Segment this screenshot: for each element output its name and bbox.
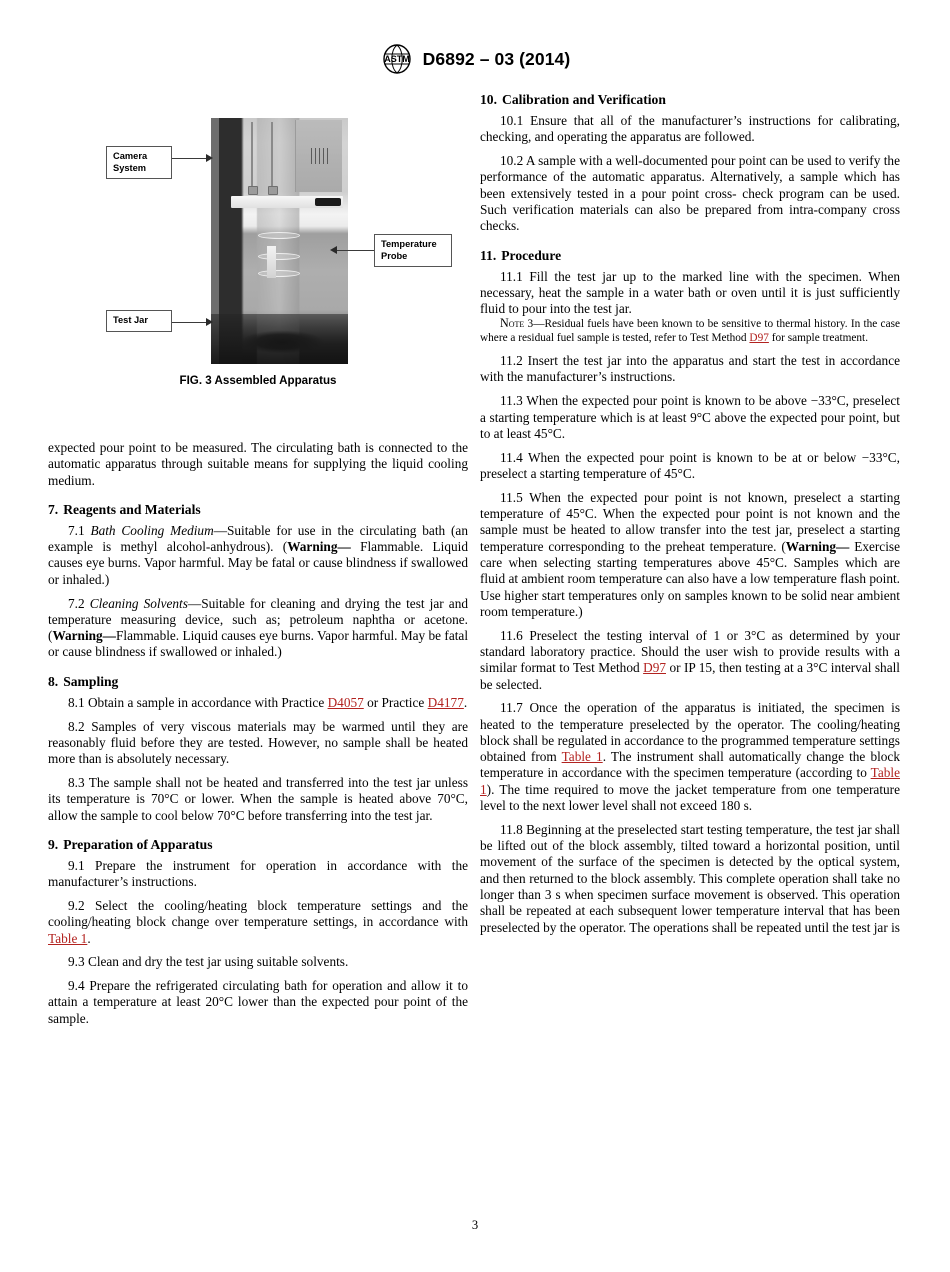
- photo-jar-ring-mid: [258, 253, 300, 260]
- section-10-title: Calibration and Verification: [502, 92, 666, 107]
- paragraph-11-6: [480, 628, 900, 693]
- callout-test-jar: Test Jar: [106, 310, 172, 332]
- heading-section-9: [48, 837, 468, 853]
- paragraph-11-2: 11.2 Insert the test jar into the apparatus and start the test in accordance with the manufacturer’s instructions.: [480, 353, 900, 385]
- paragraph-11-3: 11.3 When the expected pour point is known to be above −33°C, preselect a starting temperature which is at least 9°C above the expected pour point, but to at least 45°C.: [480, 393, 900, 441]
- photo-panel-slots: [311, 148, 328, 164]
- note-3-text-a: 3—Residual fuels have been known to be sensitive to thermal history. In the case where a residual fuel sample is tested, refer to Test Method: [480, 318, 900, 345]
- leader-line-test-jar: [172, 322, 208, 323]
- heading-section-11: [480, 248, 900, 264]
- paragraph-11-1: 11.1 Fill the test jar up to the marked line with the specimen. When necessary, heat the sample in a water bath or oven until it is just sufficiently fluid to pour into the test jar.: [480, 268, 900, 317]
- svg-text:ASTM: ASTM: [383, 54, 410, 64]
- leader-line-temperature-probe: [336, 250, 374, 251]
- xref-table-1-11-7-b[interactable]: Table 1: [480, 765, 900, 797]
- section-11-number: 11.: [480, 247, 497, 263]
- photo-clamp: [315, 198, 341, 206]
- xref-d97-note3[interactable]: D97: [749, 332, 769, 345]
- photo-probe-cap-2: [268, 186, 278, 195]
- paragraph-11-7-text-b: . The instrument shall automatically change the block temperature in accordance with the specimen temperature (according to: [480, 749, 900, 781]
- paragraph-7-2: [48, 596, 468, 661]
- paragraph-11-5-text-a: 11.5 When the expected pour point is not known, preselect a starting temperature of 45°C. When the expected pour point is not known and the sample must be heated to allow transfer into the test jar, preselect a starting temperature corresponding to the preheat temperature. (: [480, 489, 900, 554]
- paragraph-11-7-text-c: ). The time required to move the jacket temperature from one temperature level to the next lower level shall not exceed 180 s.: [480, 781, 900, 814]
- paragraph-8-3: 8.3 The sample shall not be heated and transferred into the test jar unless its temperature is 70°C or lower. When the sample is heated above 70°C, allow the sample to cool below 70°C before transferring into the test jar.: [48, 774, 468, 823]
- photo-jar-ring-top: [258, 232, 300, 239]
- paragraph-11-5: [480, 490, 900, 620]
- photo-jar-inner-tube: [267, 246, 276, 278]
- heading-section-8: [48, 674, 468, 690]
- photo-probe-rod-1: [251, 122, 253, 188]
- paragraph-10-2: 10.2 A sample with a well-documented pour point can be used to verify the performance of the automatic apparatus. Alternatively, a sample which has been extensively tested in a pour point cross- check program can be used. Such verification materials can also be prepared from intra-company cross checks.: [480, 153, 900, 234]
- page-header: [0, 44, 950, 74]
- apparatus-photograph: [211, 118, 348, 364]
- paragraph-9-2-text-a: 9.2 Select the cooling/heating block temperature settings and the cooling/heating block change over temperature settings, in accordance with: [48, 897, 468, 930]
- xref-table-1-9-2[interactable]: Table 1: [48, 930, 88, 946]
- page-number: 3: [471, 1218, 479, 1232]
- paragraph-7-1-warning: Warning—: [287, 539, 351, 555]
- paragraph-9-1: 9.1 Prepare the instrument for operation in accordance with the manufacturer’s instructions.: [48, 857, 468, 890]
- figure-caption: FIG. 3 Assembled Apparatus: [179, 374, 337, 387]
- section-8-number: 8.: [48, 673, 59, 689]
- heading-section-10: [480, 92, 900, 108]
- xref-d4177[interactable]: D4177: [427, 694, 464, 710]
- paragraph-11-5-warning: Warning—: [785, 538, 850, 554]
- paragraph-7-1-term: Bath Cooling Medium: [90, 522, 214, 538]
- arrow-icon-temperature-probe: [330, 246, 337, 254]
- xref-table-1-11-7-a[interactable]: Table 1: [561, 749, 603, 765]
- paragraph-7-2-text-b: Flammable. Liquid causes eye burns. Vapor harmful. May be fatal or cause blindness if swallowed or inhaled.): [48, 628, 469, 660]
- figure-3-assembled-apparatus: [48, 110, 468, 400]
- section-10-number: 10.: [480, 92, 497, 107]
- leader-line-camera-system: [172, 158, 208, 159]
- paragraph-11-7-text-a: 11.7 Once the operation of the apparatus is initiated, the specimen is heated to the temperature preselected by the operator. The cooling/heating block shall be regulated in accordance to the programmed temperature settings obtained from: [480, 700, 900, 765]
- section-9-title: Preparation of Apparatus: [63, 836, 213, 852]
- note-3-label: Note: [500, 316, 525, 331]
- paragraph-11-5-text-b: Exercise care when selecting starting temperatures above 45°C. Samples which are fluid at ambient room temperature can also have a low temperature flash point. Use higher start temperatures only on samples known to be solid near ambient room temperature.): [480, 538, 900, 619]
- left-column: [48, 440, 468, 1027]
- section-9-number: 9.: [48, 836, 59, 852]
- arrow-icon-test-jar: [206, 318, 213, 326]
- photo-base-plate: [211, 314, 348, 364]
- photo-jar-ring-low: [258, 270, 300, 277]
- right-column: [480, 92, 900, 936]
- paragraph-7-2-number: 7.2: [68, 595, 85, 611]
- paragraph-8-1-text-b: or Practice: [363, 694, 428, 710]
- paragraph-9-3: 9.3 Clean and dry the test jar using suitable solvents.: [68, 954, 349, 970]
- section-7-title: Reagents and Materials: [63, 501, 201, 517]
- paragraph-11-8: 11.8 Beginning at the preselected start testing temperature, the test jar shall be lifted out of the block assembly, tilted toward a horizontal position, until movement of the surface of the specimen is detected by the optical system, and then returned to the block assembly. This complete operation shall take no longer than 3 s when specimen surface movement is observed. This operation shall be repeated at each subsequent lower temperature interval that has been preselected by the operator. The operations shall be repeated until the test jar is: [480, 821, 900, 935]
- paragraph-7-1-text-b: Flammable. Liquid causes eye burns. Vapor harmful. May be fatal or cause blindness if swallowed or inhaled.): [48, 539, 468, 587]
- note-3-text-b: for sample treatment.: [768, 332, 869, 345]
- photo-probe-rod-2: [271, 122, 273, 188]
- xref-d4057[interactable]: D4057: [327, 694, 364, 710]
- document-number: D6892 – 03 (2014): [422, 48, 571, 69]
- paragraph-8-2: 8.2 Samples of very viscous materials may be warmed until they are reasonably fluid before they are tested. However, no sample shall be heated more than is absolutely necessary.: [48, 718, 468, 767]
- paragraph-11-7: [480, 700, 900, 814]
- callout-camera-system: Camera System: [106, 146, 172, 179]
- astm-logo: [380, 44, 414, 74]
- paragraph-8-1-text-a: 8.1 Obtain a sample in accordance with Practice: [68, 694, 328, 710]
- paragraph-9-4: 9.4 Prepare the refrigerated circulating bath for operation and allow it to attain a temperature at least 20°C lower than the expected pour point of the sample.: [48, 978, 468, 1026]
- paragraph-9-2-text-b: .: [87, 930, 91, 946]
- paragraph-8-1: [48, 695, 468, 711]
- paragraph-11-6-text-a: 11.6 Preselect the testing interval of 1 or 3°C as determined by your standard laboratory practice. Should the user wish to provide results with a similar format to Test Method: [480, 627, 900, 676]
- paragraph-7-1-text-a: —Suitable for use in the circulating bath (an example is methyl alcohol-anhydrous). (: [48, 522, 468, 555]
- xref-d97-11-6[interactable]: D97: [643, 660, 666, 676]
- paragraph-7-1-number: 7.1: [68, 522, 85, 538]
- section-8-title: Sampling: [63, 673, 119, 689]
- paragraph-7-2-warning: Warning—: [52, 628, 116, 644]
- paragraph-11-6-text-b: or IP 15, then testing at a 3°C interval shall be selected.: [480, 660, 900, 692]
- section-7-number: 7.: [48, 501, 59, 517]
- paragraph-7-2-term: Cleaning Solvents: [89, 595, 188, 611]
- paragraph-10-1: 10.1 Ensure that all of the manufacturer’s instructions for calibrating, checking, and operating the apparatus are followed.: [480, 113, 900, 145]
- paragraph-7-1: [48, 523, 468, 588]
- note-3: [480, 317, 900, 345]
- paragraph-7-2-text-a: —Suitable for cleaning and drying the test jar and temperature measuring device, such as; petroleum naphtha or acetone. (: [48, 595, 468, 644]
- heading-section-7: [48, 502, 468, 518]
- callout-temperature-probe: Temperature Probe: [374, 234, 452, 267]
- arrow-icon-camera-system: [206, 154, 213, 162]
- paragraph-11-4: 11.4 When the expected pour point is known to be at or below −33°C, preselect a starting temperature of 45°C.: [480, 449, 900, 481]
- paragraph-8-1-text-c: .: [463, 694, 468, 710]
- section-11-title: Procedure: [501, 247, 562, 263]
- paragraph-9-2: [48, 898, 468, 947]
- paragraph-continued: expected pour point to be measured. The circulating bath is connected to the automatic apparatus through suitable means for supplying the liquid cooling medium.: [48, 440, 468, 488]
- photo-probe-cap-1: [248, 186, 258, 195]
